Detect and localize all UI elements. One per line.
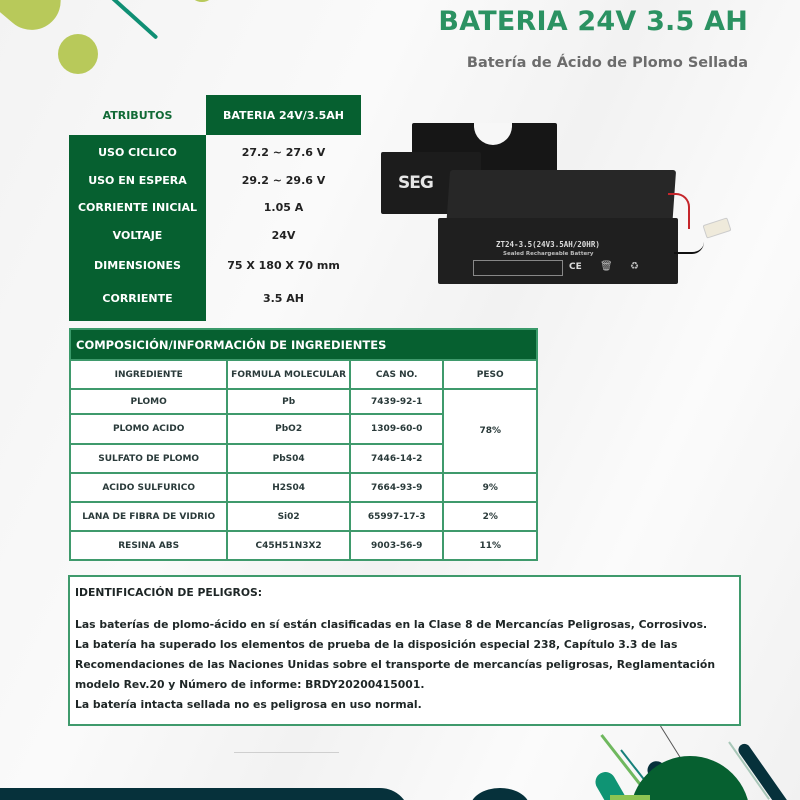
cas-cell: 65997-17-3 xyxy=(350,502,444,531)
battery-subtitle-text: Sealed Rechargeable Battery xyxy=(503,251,594,257)
attributes-value-column xyxy=(206,135,361,321)
column-header: PESO xyxy=(443,360,537,389)
attribute-key: CORRIENTE xyxy=(102,292,173,305)
recycle-icon: ♻ xyxy=(630,261,639,272)
battery-model-text: ZT24-3.5(24V3.5AH/20HR) xyxy=(496,240,600,249)
decorative-teal-line xyxy=(107,0,159,40)
decorative-lime-dot xyxy=(190,0,214,2)
weee-bin-icon: 🗑 xyxy=(600,261,613,272)
attributes-header-key: ATRIBUTOS xyxy=(102,108,173,122)
attributes-table xyxy=(69,95,361,321)
attributes-header-value: BATERIA 24V/3.5AH xyxy=(206,95,361,135)
hazard-identification-box xyxy=(68,575,741,726)
battery-spec-label xyxy=(473,260,563,276)
attribute-value: 3.5 AH xyxy=(262,292,305,305)
product-image xyxy=(378,118,738,298)
table-row xyxy=(70,531,537,560)
ingredient-cell: RESINA ABS xyxy=(70,531,227,560)
weight-cell: 78% xyxy=(443,389,537,473)
attribute-key: USO CICLICO xyxy=(98,146,177,160)
table-row xyxy=(70,502,537,531)
formula-cell: PbO2 xyxy=(227,414,350,444)
ingredient-cell: LANA DE FIBRA DE VIDRIO xyxy=(70,502,227,531)
attribute-value: 24V xyxy=(271,228,296,242)
black-wire xyxy=(674,230,704,254)
attribute-key: CORRIENTE INICIAL xyxy=(77,201,198,215)
formula-cell: H2S04 xyxy=(227,473,350,502)
attribute-value: 27.2 ~ 27.6 V xyxy=(241,146,326,160)
footer-dark-blob xyxy=(470,788,530,800)
weight-cell: 2% xyxy=(443,502,537,531)
cas-cell: 7439-92-1 xyxy=(350,389,444,414)
attribute-key: DIMENSIONES xyxy=(94,259,181,272)
column-header: CAS NO. xyxy=(350,360,444,389)
table-header-row xyxy=(70,360,537,389)
decorative-lime-pill xyxy=(0,0,73,42)
attributes-key-column xyxy=(69,135,206,321)
formula-cell: PbS04 xyxy=(227,444,350,473)
hazard-line: La batería ha superado los elementos de prueba de la disposición especial 238, Capítulo 3.3 de las Recomendaciones de las Naciones Unidas sobre el transporte de mercancías peligrosas, Reglamentación modelo Rev.20 y Número de informe: BRDY20200415001. xyxy=(75,638,716,691)
cas-cell: 7664-93-9 xyxy=(350,473,444,502)
attribute-key: USO EN ESPERA xyxy=(88,173,187,187)
wire-connector xyxy=(702,217,731,238)
decorative-green-circle xyxy=(630,756,750,800)
red-wire xyxy=(668,193,690,229)
attribute-value: 29.2 ~ 29.6 V xyxy=(241,173,326,187)
attribute-value: 75 X 180 X 70 mm xyxy=(227,259,340,272)
footer-dark-bar xyxy=(0,788,410,800)
ingredient-cell: PLOMO xyxy=(70,389,227,414)
attribute-value: 1.05 A xyxy=(263,201,304,215)
page-title: BATERIA 24V 3.5 AH xyxy=(438,6,748,37)
hazard-line: Las baterías de plomo-ácido en sí están clasificadas en la Clase 8 de Mercancías Peligrosas, Corrosivos. xyxy=(75,618,708,631)
hazard-line: La batería intacta sellada no es peligrosa en uso normal. xyxy=(75,698,422,711)
composition-table xyxy=(69,328,538,561)
composition-title: COMPOSICIÓN/INFORMACIÓN DE INGREDIENTES xyxy=(69,328,538,359)
hazard-title: IDENTIFICACIÓN DE PELIGROS: xyxy=(75,586,263,599)
formula-cell: Si02 xyxy=(227,502,350,531)
ce-mark-icon: CE xyxy=(569,262,582,272)
table-row xyxy=(70,473,537,502)
cas-cell: 1309-60-0 xyxy=(350,414,444,444)
decorative-lime-shape xyxy=(610,795,650,800)
ingredient-cell: SULFATO DE PLOMO xyxy=(70,444,227,473)
column-header: INGREDIENTE xyxy=(70,360,227,389)
formula-cell: C45H51N3X2 xyxy=(227,531,350,560)
attributes-header-row xyxy=(69,95,361,135)
weight-cell: 11% xyxy=(443,531,537,560)
attributes-body xyxy=(69,135,361,321)
cas-cell: 9003-56-9 xyxy=(350,531,444,560)
page-subtitle: Batería de Ácido de Plomo Sellada xyxy=(466,55,748,71)
decorative-gray-line xyxy=(660,726,682,760)
formula-cell: Pb xyxy=(227,389,350,414)
table-row xyxy=(70,389,537,414)
attribute-key: VOLTAJE xyxy=(112,228,163,242)
ingredient-cell: PLOMO ACIDO xyxy=(70,414,227,444)
composition-grid xyxy=(69,359,538,561)
footer-divider xyxy=(234,752,339,753)
column-header: FORMULA MOLECULAR xyxy=(227,360,350,389)
brand-logo: SEG xyxy=(398,173,433,193)
ingredient-cell: ACIDO SULFURICO xyxy=(70,473,227,502)
decorative-lime-circle xyxy=(58,34,98,74)
cas-cell: 7446-14-2 xyxy=(350,444,444,473)
weight-cell: 9% xyxy=(443,473,537,502)
